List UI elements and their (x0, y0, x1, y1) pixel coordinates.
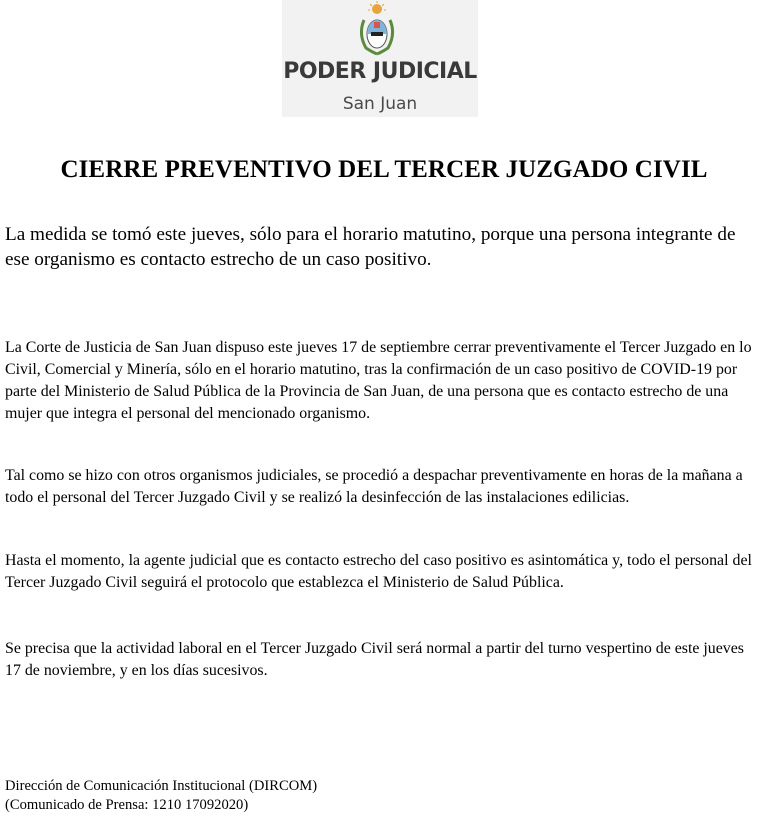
body-paragraph-4: Se precisa que la actividad laboral en el Tercer Juzgado Civil será normal a partir del turno vespertino de este jueves 17 de noviembre, y en los días sucesivos. (5, 640, 744, 679)
press-footer (5, 777, 317, 815)
page-title: CIERRE PREVENTIVO DEL TERCER JUZGADO CIVIL (60, 156, 708, 183)
body-paragraph-2: Tal como se hizo con otros organismos judiciales, se procedió a despachar preventivamente en horas de la mañana a todo el personal del Tercer Juzgado Civil y se realizó la desinfección de las instalaciones edilicias. (5, 467, 743, 506)
san-juan-province-seal-icon (352, 0, 402, 56)
footer-department: Dirección de Comunicación Institucional (DIRCOM) (5, 778, 318, 794)
body-paragraph-3: Hasta el momento, la agente judicial que es contacto estrecho del caso positivo es asintomática y, todo el personal del Tercer Juzgado Civil seguirá el protocolo que establezca el Ministerio de Salud Pública. (5, 552, 752, 591)
footer-press-release-number: (Comunicado de Prensa: 1210 17092020) (5, 797, 249, 813)
body-paragraph-1: La Corte de Justicia de San Juan dispuso este jueves 17 de septiembre cerrar preventivamente el Tercer Juzgado en lo Civil, Comercial y Minería, sólo en el horario matutino, tras la confirmación de un caso positivo de COVID-19 por parte del Ministerio de Salud Pública de la Provincia de San Juan, de una persona que es contacto estrecho de una mujer que integra el personal del mencionado organismo. (5, 339, 752, 422)
logo-title: PODER JUDICIAL (283, 59, 477, 84)
logo-subtitle: San Juan (342, 94, 418, 114)
header-logo (282, 0, 478, 117)
lead-paragraph: La medida se tomó este jueves, sólo para el horario matutino, porque una persona integrante de ese organismo es contacto estrecho de un caso positivo. (5, 224, 736, 270)
